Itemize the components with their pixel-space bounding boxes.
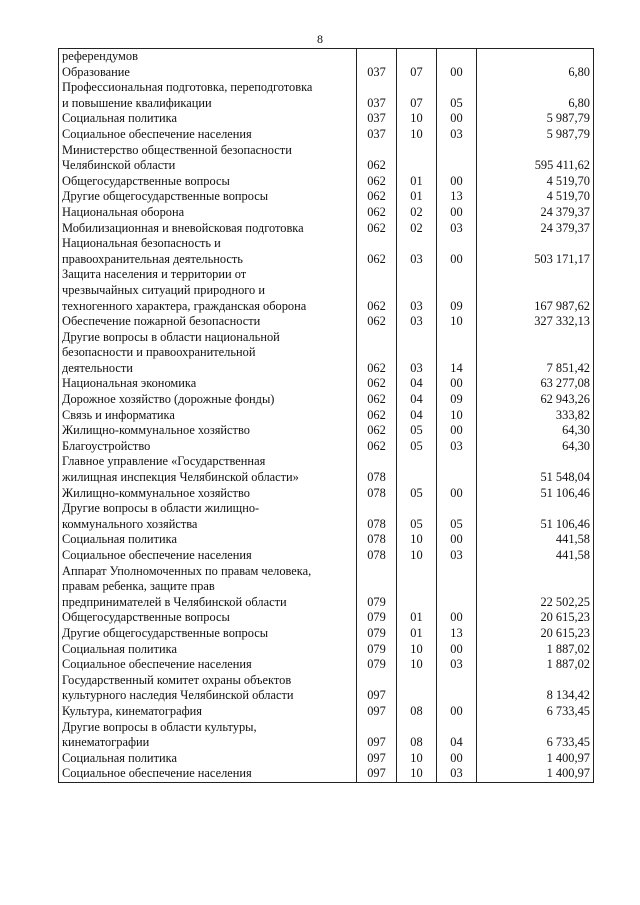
section-code: 10	[397, 532, 437, 548]
ministry-code: 078	[357, 486, 397, 502]
ministry-code: 079	[357, 626, 397, 642]
row-name: Социальное обеспечение населения	[59, 548, 357, 564]
subsection-code: 00	[437, 751, 477, 767]
amount: 62 943,26	[477, 392, 594, 408]
amount: 24 379,37	[477, 205, 594, 221]
ministry-code: 062	[357, 174, 397, 190]
section-code: 05	[397, 486, 437, 502]
row-name: Жилищно-коммунальное хозяйство	[59, 486, 357, 502]
ministry-code: 078	[357, 548, 397, 564]
row-name: Жилищно-коммунальное хозяйство	[59, 423, 357, 439]
table-row	[59, 610, 594, 626]
table-row	[59, 501, 594, 532]
section-code	[397, 564, 437, 611]
table-row	[59, 205, 594, 221]
table-row	[59, 720, 594, 751]
ministry-code: 097	[357, 766, 397, 782]
page-number: 8	[317, 32, 323, 46]
table-row	[59, 174, 594, 190]
ministry-code: 062	[357, 205, 397, 221]
subsection-code: 13	[437, 189, 477, 205]
section-code: 02	[397, 205, 437, 221]
row-name: Социальное обеспечение населения	[59, 766, 357, 782]
amount: 20 615,23	[477, 626, 594, 642]
table-row	[59, 532, 594, 548]
ministry-code: 079	[357, 610, 397, 626]
ministry-code: 062	[357, 143, 397, 174]
table-row	[59, 392, 594, 408]
amount: 1 887,02	[477, 642, 594, 658]
amount: 51 548,04	[477, 454, 594, 485]
amount: 63 277,08	[477, 376, 594, 392]
subsection-code: 09	[437, 267, 477, 314]
amount: 1 887,02	[477, 657, 594, 673]
row-name: Культура, кинематография	[59, 704, 357, 720]
subsection-code: 14	[437, 330, 477, 377]
table-row	[59, 486, 594, 502]
subsection-code: 03	[437, 439, 477, 455]
section-code: 08	[397, 720, 437, 751]
subsection-code: 00	[437, 642, 477, 658]
subsection-code: 05	[437, 501, 477, 532]
table-row	[59, 766, 594, 782]
subsection-code: 00	[437, 174, 477, 190]
section-code: 01	[397, 626, 437, 642]
table-row	[59, 267, 594, 314]
subsection-code: 13	[437, 626, 477, 642]
amount: 8 134,42	[477, 673, 594, 704]
ministry-code: 062	[357, 314, 397, 330]
section-code: 02	[397, 221, 437, 237]
subsection-code: 00	[437, 236, 477, 267]
amount: 24 379,37	[477, 221, 594, 237]
row-name: референдумов	[59, 49, 357, 65]
ministry-code: 037	[357, 111, 397, 127]
row-name: Защита населения и территории от чрезвычайных ситуаций природного и техногенного характера, гражданская оборона	[59, 267, 357, 314]
subsection-code: 04	[437, 720, 477, 751]
subsection-code: 00	[437, 111, 477, 127]
table-row	[59, 564, 594, 611]
amount: 6 733,45	[477, 720, 594, 751]
ministry-code: 079	[357, 657, 397, 673]
ministry-code: 062	[357, 439, 397, 455]
row-name: Государственный комитет охраны объектов культурного наследия Челябинской области	[59, 673, 357, 704]
amount: 441,58	[477, 532, 594, 548]
subsection-code: 00	[437, 376, 477, 392]
row-name: Главное управление «Государственная жилищная инспекция Челябинской области»	[59, 454, 357, 485]
ministry-code	[357, 49, 397, 65]
row-name: Социальная политика	[59, 751, 357, 767]
row-name: Общегосударственные вопросы	[59, 610, 357, 626]
row-name: Профессиональная подготовка, переподготовка и повышение квалификации	[59, 80, 357, 111]
row-name: Другие общегосударственные вопросы	[59, 626, 357, 642]
subsection-code	[437, 564, 477, 611]
section-code: 10	[397, 751, 437, 767]
section-code	[397, 673, 437, 704]
amount: 1 400,97	[477, 751, 594, 767]
subsection-code	[437, 143, 477, 174]
row-name: Другие вопросы в области культуры, кинематографии	[59, 720, 357, 751]
table-row	[59, 376, 594, 392]
section-code: 05	[397, 501, 437, 532]
row-name: Связь и информатика	[59, 408, 357, 424]
ministry-code: 079	[357, 564, 397, 611]
section-code: 10	[397, 642, 437, 658]
ministry-code: 062	[357, 189, 397, 205]
subsection-code: 00	[437, 205, 477, 221]
ministry-code: 062	[357, 267, 397, 314]
subsection-code: 00	[437, 486, 477, 502]
amount	[477, 49, 594, 65]
table-row	[59, 49, 594, 65]
row-name: Социальное обеспечение населения	[59, 657, 357, 673]
table-row	[59, 127, 594, 143]
amount: 20 615,23	[477, 610, 594, 626]
subsection-code: 03	[437, 657, 477, 673]
amount: 51 106,46	[477, 501, 594, 532]
row-name: Национальная экономика	[59, 376, 357, 392]
row-name: Другие вопросы в области национальной безопасности и правоохранительной деятельности	[59, 330, 357, 377]
section-code: 03	[397, 330, 437, 377]
row-name: Национальная безопасность и правоохранительная деятельность	[59, 236, 357, 267]
table-row	[59, 548, 594, 564]
amount: 6 733,45	[477, 704, 594, 720]
row-name: Образование	[59, 65, 357, 81]
table-row	[59, 111, 594, 127]
section-code: 01	[397, 189, 437, 205]
ministry-code: 078	[357, 532, 397, 548]
ministry-code: 097	[357, 704, 397, 720]
ministry-code: 062	[357, 330, 397, 377]
table-row	[59, 314, 594, 330]
section-code: 04	[397, 408, 437, 424]
subsection-code: 00	[437, 65, 477, 81]
table-row	[59, 80, 594, 111]
row-name: Социальная политика	[59, 111, 357, 127]
budget-table	[58, 48, 594, 783]
ministry-code: 062	[357, 221, 397, 237]
table-row	[59, 236, 594, 267]
ministry-code: 037	[357, 65, 397, 81]
ministry-code: 097	[357, 720, 397, 751]
table-row	[59, 657, 594, 673]
section-code	[397, 143, 437, 174]
subsection-code: 05	[437, 80, 477, 111]
row-name: Общегосударственные вопросы	[59, 174, 357, 190]
row-name: Дорожное хозяйство (дорожные фонды)	[59, 392, 357, 408]
row-name: Социальная политика	[59, 532, 357, 548]
subsection-code: 00	[437, 610, 477, 626]
section-code: 07	[397, 80, 437, 111]
subsection-code: 03	[437, 127, 477, 143]
section-code: 04	[397, 376, 437, 392]
amount: 595 411,62	[477, 143, 594, 174]
ministry-code: 037	[357, 80, 397, 111]
table-row	[59, 423, 594, 439]
subsection-code: 00	[437, 423, 477, 439]
amount: 5 987,79	[477, 127, 594, 143]
section-code: 10	[397, 657, 437, 673]
row-name: Национальная оборона	[59, 205, 357, 221]
section-code	[397, 49, 437, 65]
ministry-code: 062	[357, 376, 397, 392]
ministry-code: 097	[357, 673, 397, 704]
table-row	[59, 143, 594, 174]
section-code: 01	[397, 174, 437, 190]
table-row	[59, 65, 594, 81]
amount: 333,82	[477, 408, 594, 424]
subsection-code: 00	[437, 704, 477, 720]
section-code: 03	[397, 267, 437, 314]
row-name: Другие общегосударственные вопросы	[59, 189, 357, 205]
table-row	[59, 439, 594, 455]
amount: 6,80	[477, 65, 594, 81]
section-code: 05	[397, 439, 437, 455]
subsection-code: 03	[437, 766, 477, 782]
ministry-code: 079	[357, 642, 397, 658]
amount: 4 519,70	[477, 174, 594, 190]
row-name: Обеспечение пожарной безопасности	[59, 314, 357, 330]
ministry-code: 097	[357, 751, 397, 767]
section-code: 10	[397, 127, 437, 143]
section-code: 03	[397, 236, 437, 267]
subsection-code	[437, 673, 477, 704]
ministry-code: 078	[357, 501, 397, 532]
amount: 441,58	[477, 548, 594, 564]
subsection-code: 10	[437, 314, 477, 330]
section-code: 05	[397, 423, 437, 439]
table-row	[59, 751, 594, 767]
amount: 5 987,79	[477, 111, 594, 127]
ministry-code: 037	[357, 127, 397, 143]
table-row	[59, 454, 594, 485]
section-code: 10	[397, 111, 437, 127]
amount: 7 851,42	[477, 330, 594, 377]
amount: 503 171,17	[477, 236, 594, 267]
section-code	[397, 454, 437, 485]
subsection-code: 10	[437, 408, 477, 424]
row-name: Другие вопросы в области жилищно- коммунального хозяйства	[59, 501, 357, 532]
table-row	[59, 221, 594, 237]
ministry-code: 078	[357, 454, 397, 485]
section-code: 04	[397, 392, 437, 408]
amount: 51 106,46	[477, 486, 594, 502]
row-name: Благоустройство	[59, 439, 357, 455]
row-name: Министерство общественной безопасности Челябинской области	[59, 143, 357, 174]
table-row	[59, 189, 594, 205]
ministry-code: 062	[357, 408, 397, 424]
subsection-code: 09	[437, 392, 477, 408]
subsection-code: 03	[437, 221, 477, 237]
table-row	[59, 330, 594, 377]
subsection-code	[437, 49, 477, 65]
amount: 64,30	[477, 439, 594, 455]
subsection-code: 03	[437, 548, 477, 564]
section-code: 10	[397, 548, 437, 564]
table-row	[59, 626, 594, 642]
section-code: 03	[397, 314, 437, 330]
budget-table-body	[59, 49, 594, 783]
section-code: 07	[397, 65, 437, 81]
table-row	[59, 642, 594, 658]
table-row	[59, 408, 594, 424]
ministry-code: 062	[357, 236, 397, 267]
amount: 167 987,62	[477, 267, 594, 314]
row-name: Аппарат Уполномоченных по правам человека, правам ребенка, защите прав предпринимателей в Челябинской области	[59, 564, 357, 611]
subsection-code	[437, 454, 477, 485]
amount: 64,30	[477, 423, 594, 439]
ministry-code: 062	[357, 392, 397, 408]
ministry-code: 062	[357, 423, 397, 439]
amount: 4 519,70	[477, 189, 594, 205]
table-row	[59, 704, 594, 720]
section-code: 01	[397, 610, 437, 626]
table-row	[59, 673, 594, 704]
section-code: 10	[397, 766, 437, 782]
row-name: Социальная политика	[59, 642, 357, 658]
amount: 1 400,97	[477, 766, 594, 782]
amount: 22 502,25	[477, 564, 594, 611]
section-code: 08	[397, 704, 437, 720]
amount: 327 332,13	[477, 314, 594, 330]
amount: 6,80	[477, 80, 594, 111]
row-name: Социальное обеспечение населения	[59, 127, 357, 143]
subsection-code: 00	[437, 532, 477, 548]
row-name: Мобилизационная и вневойсковая подготовка	[59, 221, 357, 237]
